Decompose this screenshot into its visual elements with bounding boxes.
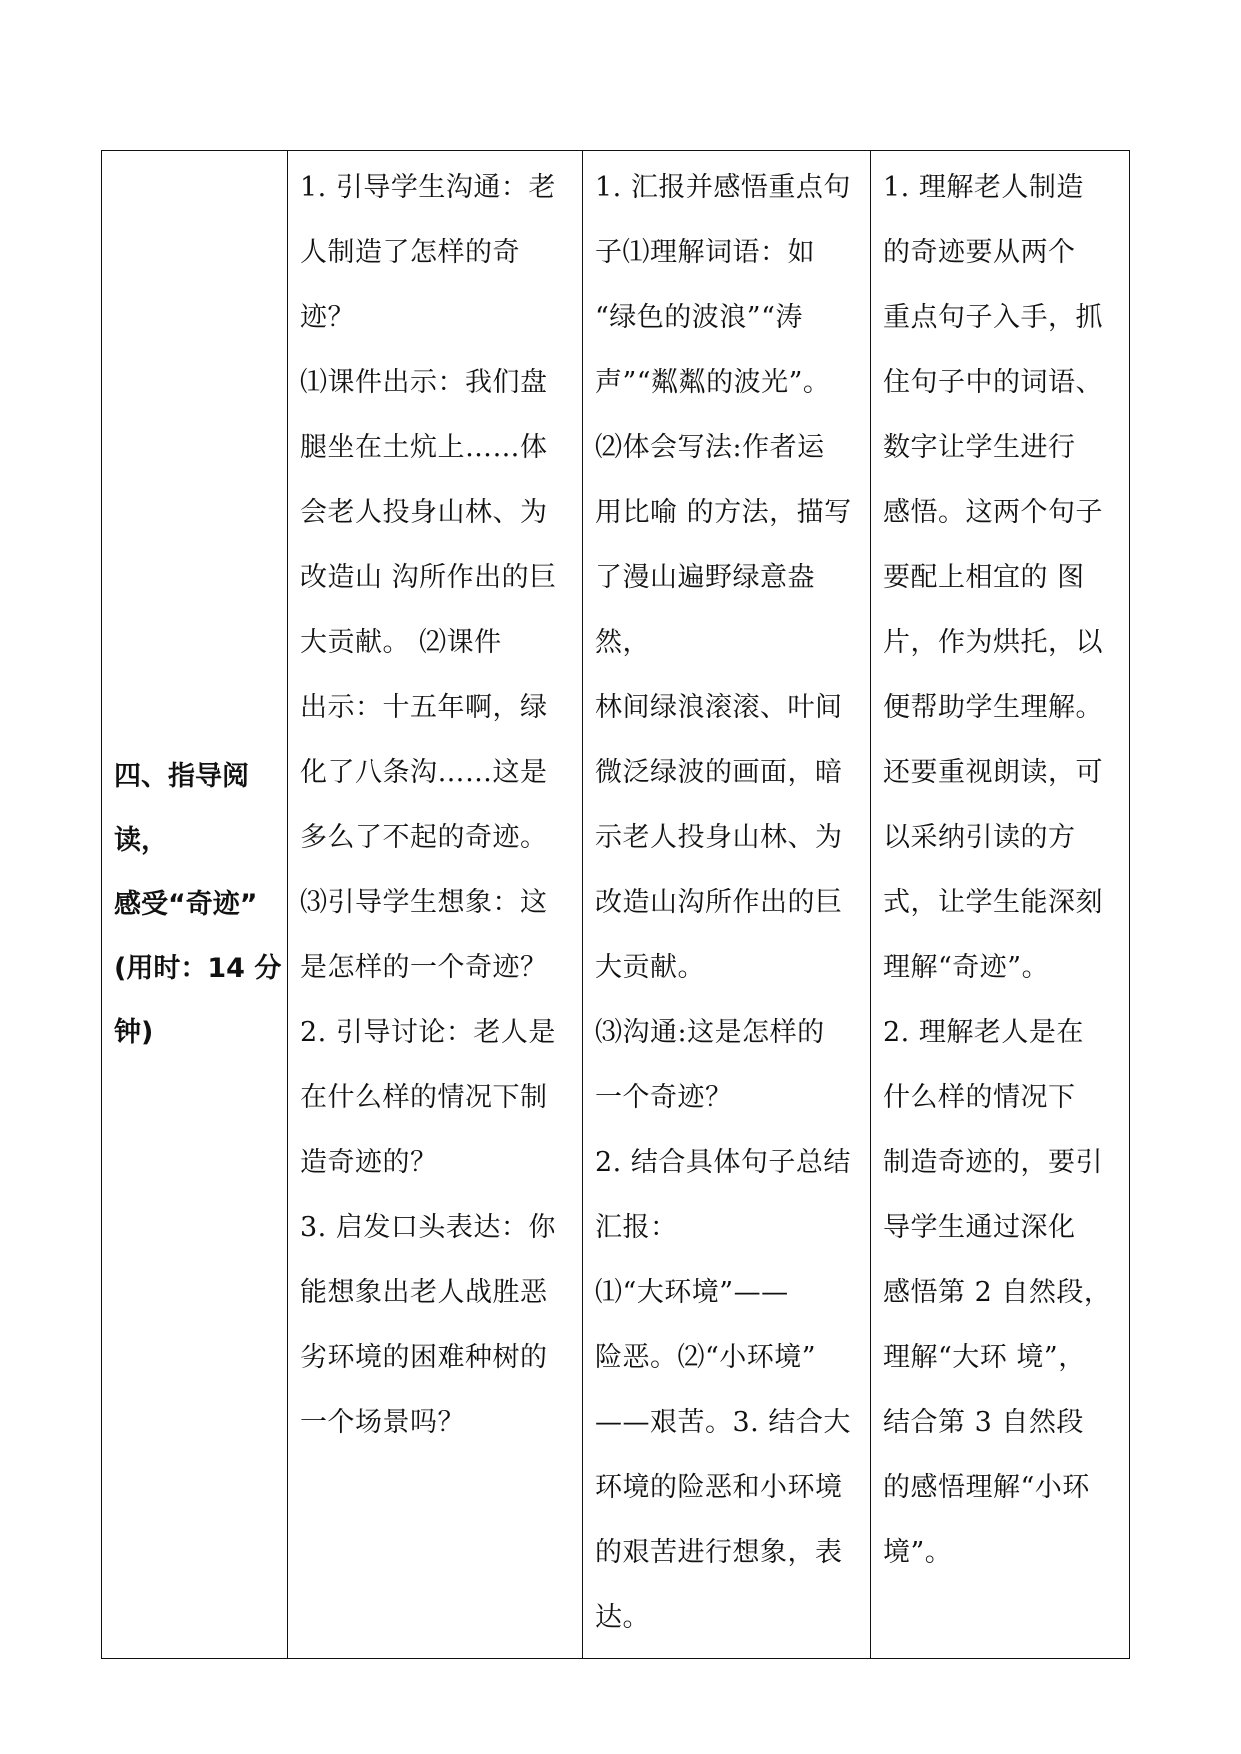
- table-row: [102, 151, 1130, 1659]
- teacher-activity-cell: [288, 151, 583, 1659]
- design-intent-text: 1. 理解老人制造 的奇迹要从两个 重点句子入手，抓 住句子中的词语、 数字让学生进行 感悟。这两个句子 要配上相宜的 图 片，作为烘托，以 便帮助学生理解。 还要重视朗读，可 以采纳引读的方 式，让学生能深刻 理解“奇迹”。 2. 理解老人是在 什么样的情况下 制造奇迹的，要引 导学生通过深化 感悟第 2 自然段， 理解“大环 境”， 结合第 3 自然段 的感悟理解“小环 境”。: [883, 172, 1112, 1568]
- student-activity-cell: [583, 151, 871, 1659]
- stage-title: 四、指导阅读， 感受“奇迹” (用时：14 分 钟): [114, 760, 282, 1048]
- design-intent-cell: [871, 151, 1130, 1659]
- teacher-activity-text: 1. 引导学生沟通：老 人制造了怎样的奇 迹？ ⑴课件出示：我们盘 腿坐在土炕上……体 会老人投身山林、为 改造山 沟所作出的巨 大贡献。 ⑵课件 出示：十五年啊，绿 化了八条沟……这是 多么了不起的奇迹。 ⑶引导学生想象：这 是怎样的一个奇迹？ 2. 引导讨论：老人是 在什么样的情况下制 造奇迹的？ 3. 启发口头表达：你 能想象出老人战胜恶 劣环境的困难种树的 一个场景吗？: [300, 172, 557, 1438]
- student-activity-text: 1. 汇报并感悟重点句 子⑴理解词语：如 “绿色的波浪”“涛 声”“粼粼的波光”。 ⑵体会写法:作者运 用比喻 的方法，描写 了漫山遍野绿意盎然， 林间绿浪滚滚、叶间 微泛绿波的画面，暗 示老人投身山林、为 改造山沟所作出的巨 大贡献。 ⑶沟通:这是怎样的 一个奇迹？ 2. 结合具体句子总结 汇报： ⑴“大环境”—— 险恶。⑵“小环境” ——艰苦。3. 结合大 环境的险恶和小环境 的艰苦进行想象，表 达。: [595, 172, 852, 1633]
- lesson-plan-table: [101, 150, 1130, 1659]
- stage-cell: [102, 151, 288, 1659]
